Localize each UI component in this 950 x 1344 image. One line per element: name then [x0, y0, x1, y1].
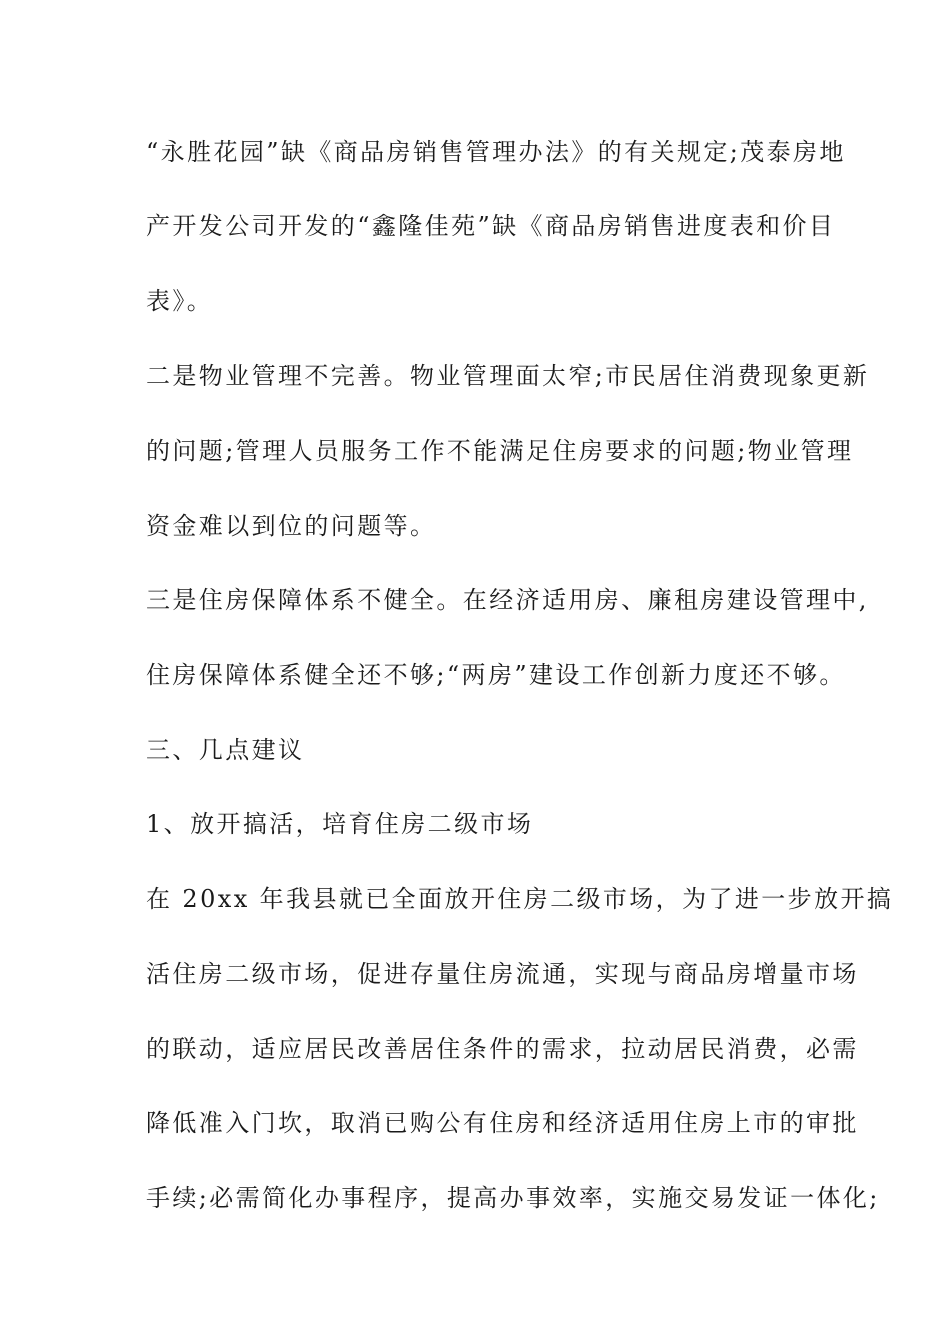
text-line: 产开发公司开发的“鑫隆佳苑”缺《商品房销售进度表和价目	[146, 212, 836, 240]
text-line: 手续;必需简化办事程序，提高办事效率，实施交易发证一体化;	[146, 1184, 880, 1212]
section-heading: 三、几点建议	[146, 736, 305, 764]
text-line: 二是物业管理不完善。物业管理面太窄;市民居住消费现象更新	[146, 362, 870, 390]
text-line: “永胜花园”缺《商品房销售管理办法》的有关规定;茂泰房地	[146, 138, 846, 166]
text-line: 资金难以到位的问题等。	[146, 512, 437, 540]
text-line: 的问题;管理人员服务工作不能满足住房要求的问题;物业管理	[146, 437, 854, 465]
text-line: 的联动，适应居民改善居住条件的需求，拉动居民消费，必需	[146, 1035, 859, 1063]
text-line: 在 20xx 年我县就已全面放开住房二级市场，为了进一步放开搞	[146, 885, 894, 913]
subsection-heading: 1、放开搞活，培育住房二级市场	[146, 810, 534, 838]
text-line: 活住房二级市场，促进存量住房流通，实现与商品房增量市场	[146, 960, 859, 988]
text-line: 住房保障体系健全还不够;“两房”建设工作创新力度还不够。	[146, 661, 846, 689]
text-line: 降低准入门坎，取消已购公有住房和经济适用住房上市的审批	[146, 1109, 859, 1137]
text-line: 表》。	[146, 287, 214, 315]
text-line: 三是住房保障体系不健全。在经济适用房、廉租房建设管理中,	[146, 586, 869, 614]
